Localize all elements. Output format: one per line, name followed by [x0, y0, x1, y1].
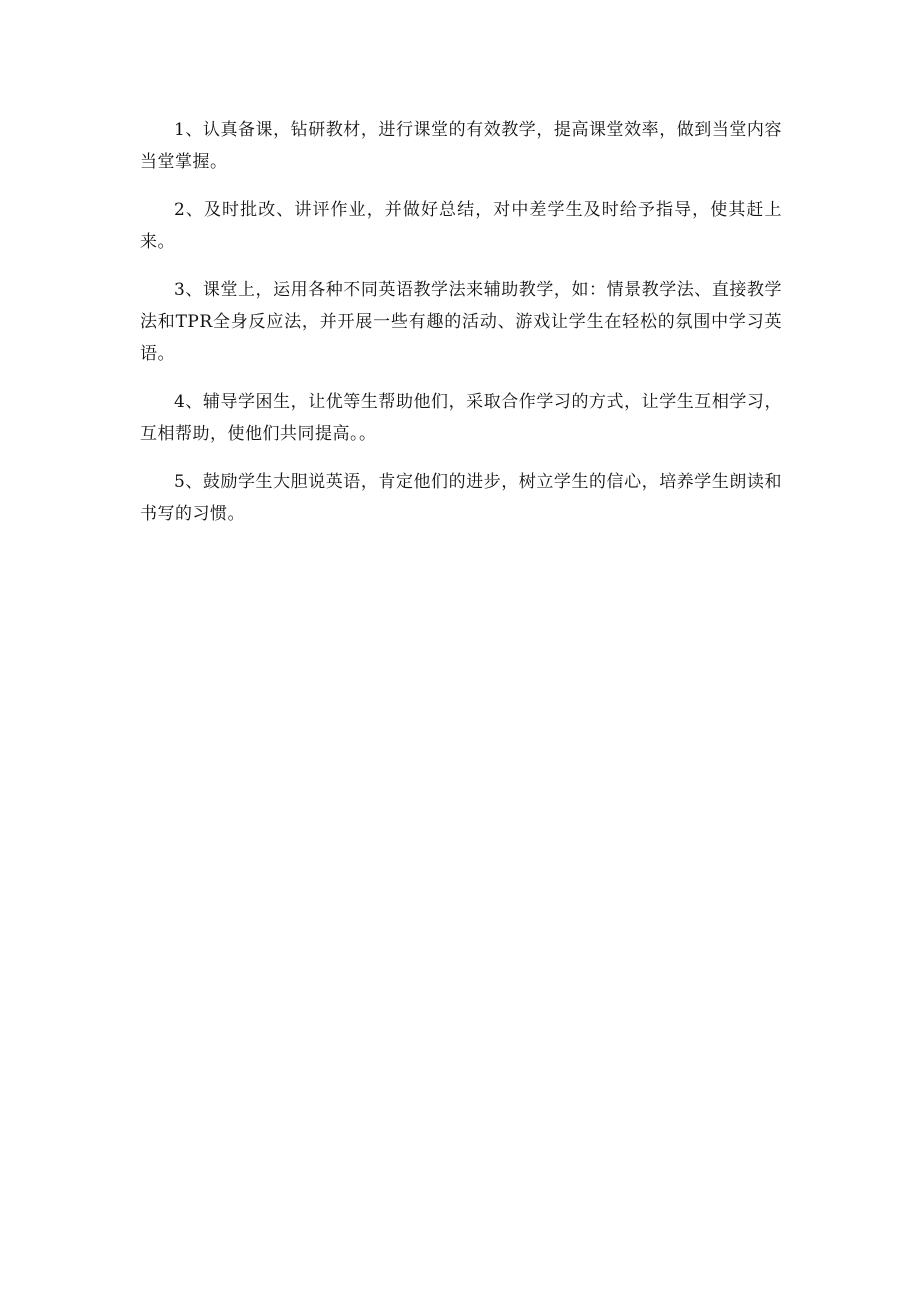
paragraph-5: 5、鼓励学生大胆说英语，肯定他们的进步，树立学生的信心，培养学生朗读和书写的习惯。 [140, 472, 782, 524]
paragraph-2: 2、及时批改、讲评作业，并做好总结，对中差学生及时给予指导，使其赶上来。 [140, 200, 782, 252]
paragraph-4: 4、辅导学困生，让优等生帮助他们，采取合作学习的方式，让学生互相学习，互相帮助，使他们共同提高。。 [140, 392, 782, 444]
paragraph-3: 3、课堂上，运用各种不同英语教学法来辅助教学，如：情景教学法、直接教学法和TPR全身反应法，并开展一些有趣的活动、游戏让学生在轻松的氛围中学习英语。 [140, 280, 782, 364]
document-body [140, 114, 782, 546]
paragraph-1: 1、认真备课，钻研教材，进行课堂的有效教学，提高课堂效率，做到当堂内容当堂掌握。 [140, 120, 782, 172]
